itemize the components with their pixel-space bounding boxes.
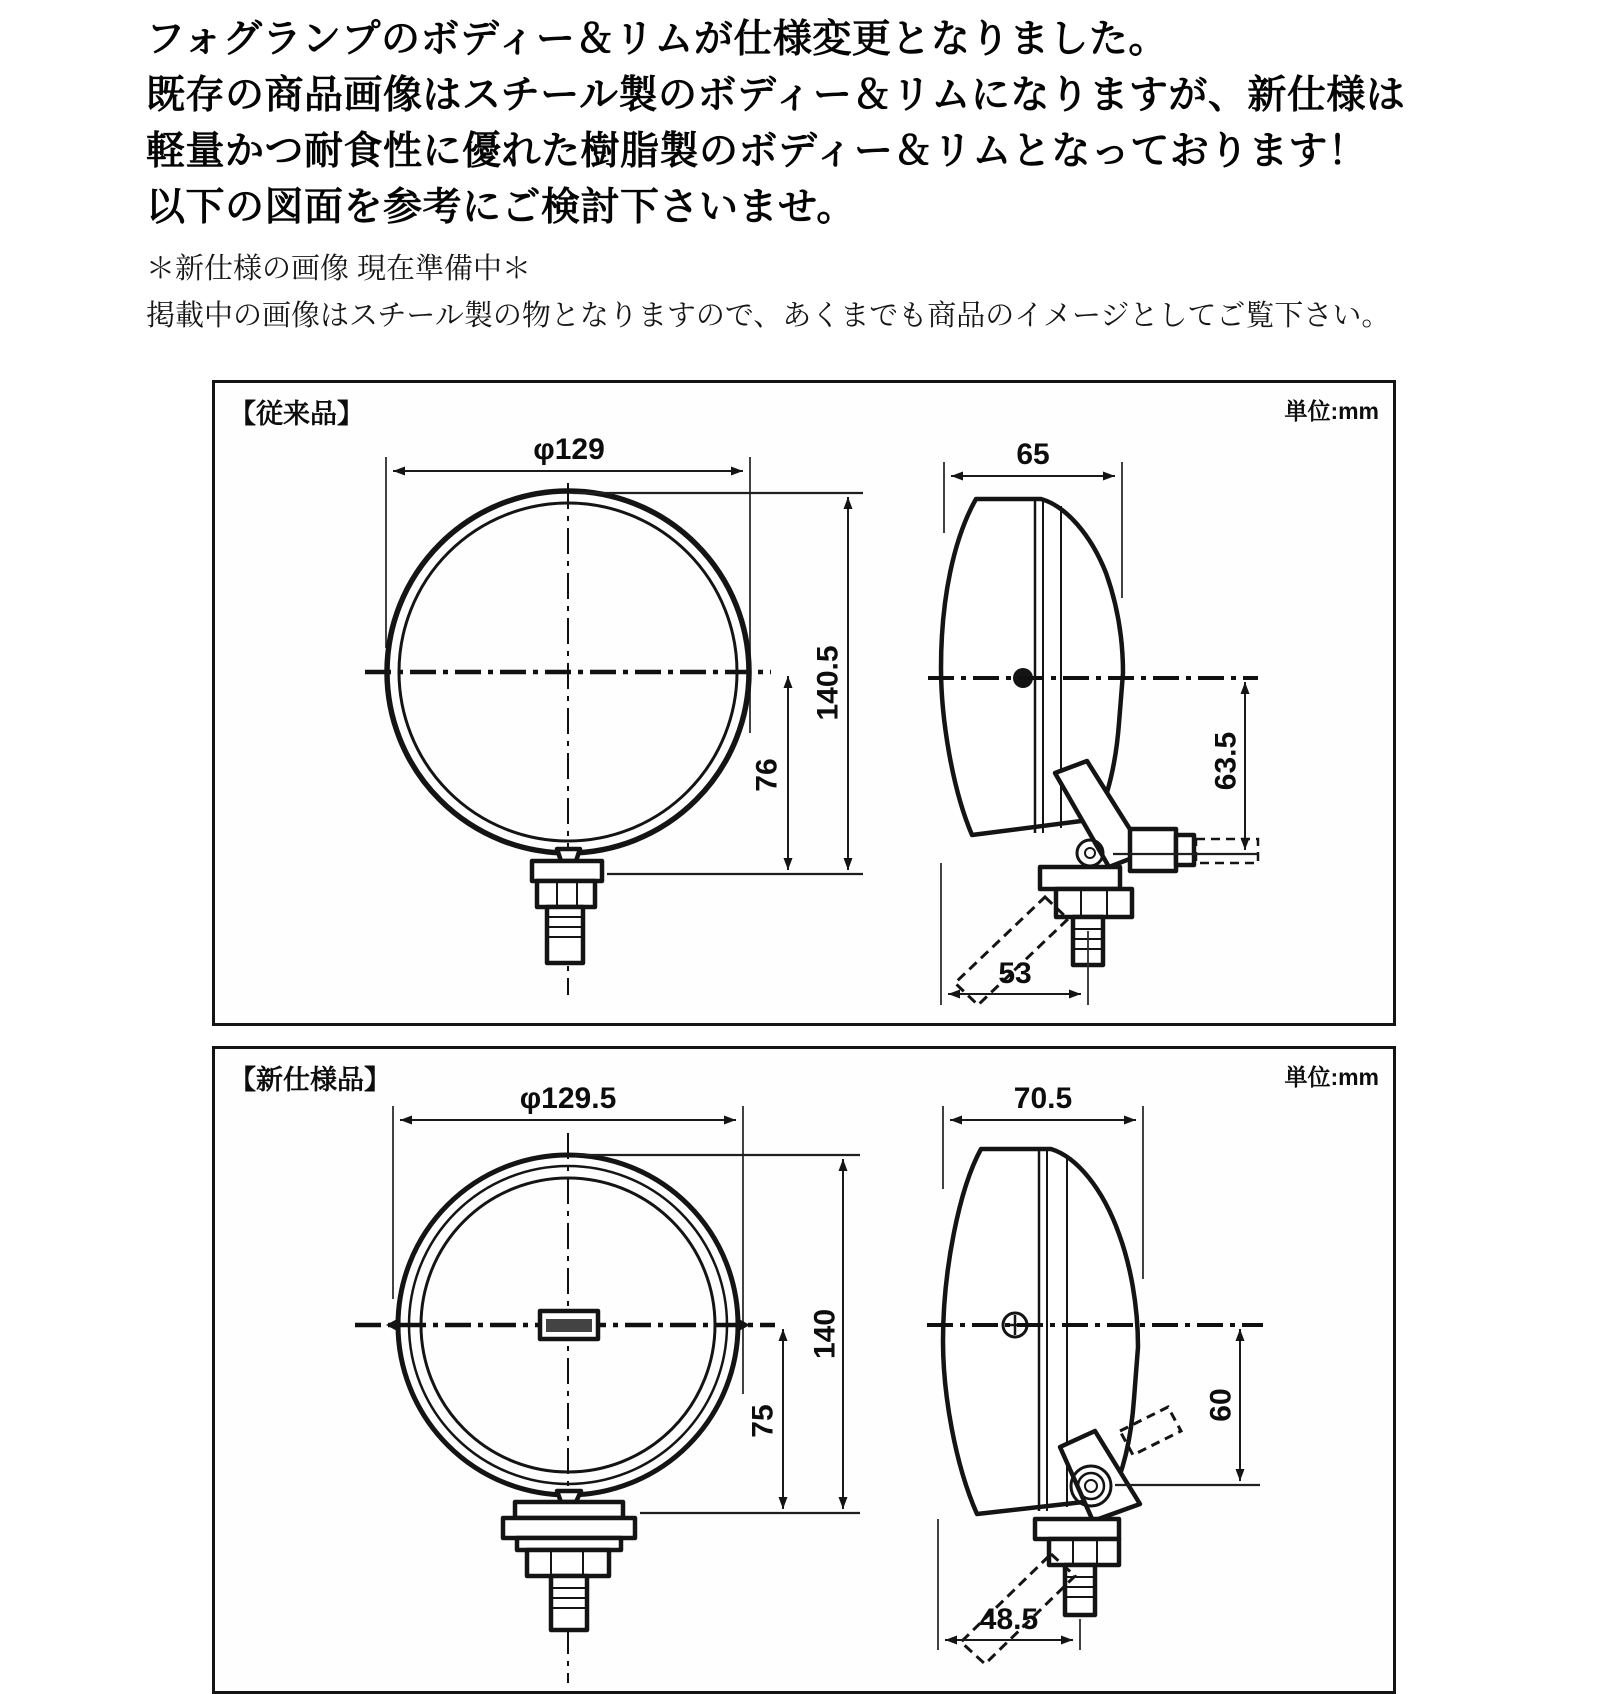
panel-title: 【従来品】 [229,399,364,429]
left-rim-tab [386,1318,399,1332]
side-view [928,438,1258,1005]
dim-center-to-bottom: 76 [750,758,784,792]
dim-side-depth: 65 [1016,438,1050,471]
notice-line-2: 既存の商品画像はスチール製のボディー＆リムになりますが、新仕様は [146,74,1406,117]
front-mount-hardware [532,849,602,963]
notice-headline [146,12,1546,236]
notice-line-4: 以下の図面を参考にご検討下さいませ。 [146,186,856,229]
drawing-panel-new-spec [212,1046,1396,1694]
dim-center-to-mount: 60 [1204,1388,1238,1422]
dim-side-depth: 70.5 [1013,1082,1073,1115]
dim-total-height: 140.5 [811,645,845,721]
notice-note-2: 掲載中の画像はスチール製の物となりますので、あくまでも商品のイメージとしてご覧下さい。 [146,300,1391,332]
dim-front-diameter: φ129 [533,433,605,466]
front-view [355,1082,860,1683]
dim-mount-offset: 48.5 [979,1603,1039,1636]
technical-drawing-new-spec [215,1049,1393,1691]
notice-line-1: フォグランプのボディー＆リムが仕様変更となりました。 [146,18,1168,61]
drawing-panel-conventional [212,380,1396,1026]
notice-line-3: 軽量かつ耐食性に優れた樹脂製のボディー＆リムとなっております！ [146,130,1368,173]
unit-label: 単位:mm [1284,1064,1379,1090]
dim-center-to-bottom: 75 [746,1404,780,1438]
unit-label: 単位:mm [1284,398,1379,424]
front-view [365,433,863,995]
dim-mount-offset: 53 [998,957,1032,990]
technical-drawing-conventional [215,383,1393,1023]
dim-front-diameter: φ129.5 [519,1082,617,1115]
panel-title: 【新仕様品】 [229,1065,391,1095]
dim-center-to-mount: 63.5 [1209,731,1243,791]
notice-note-1: ＊新仕様の画像 現在準備中＊ [146,253,532,285]
notice-subnote [146,246,1546,340]
front-mount-hardware [503,1491,635,1630]
brand-logo [540,1311,598,1339]
side-view [927,1082,1263,1664]
dim-total-height: 140 [808,1308,842,1360]
